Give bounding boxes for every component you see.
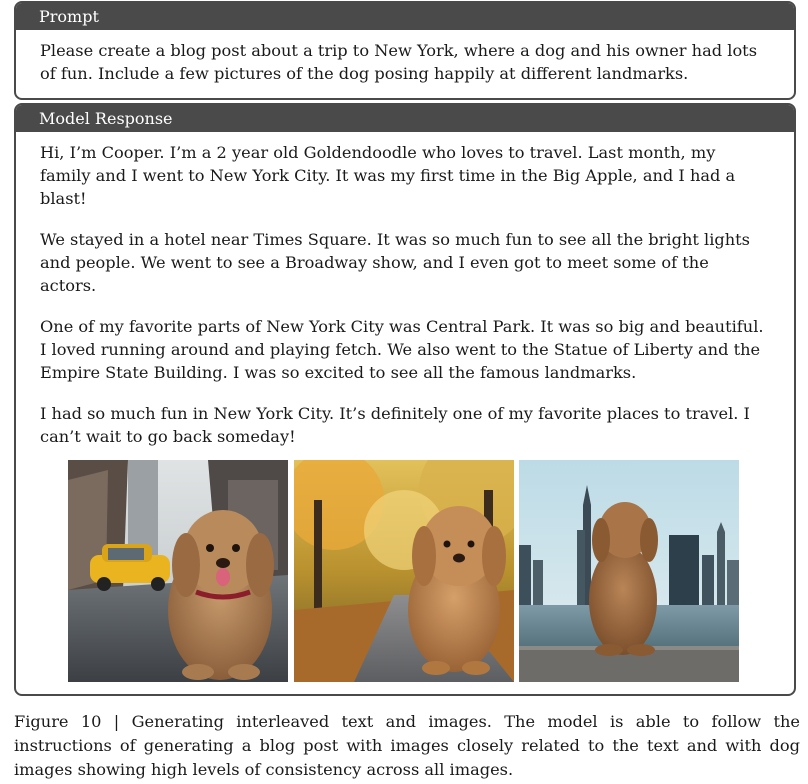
generated-images <box>68 460 740 682</box>
figure-caption: Figure 10 | Generating interleaved text and images. The model is able to follow the instructions of generating a blog post with images closely related to the text and with dog images showing high levels of consistency across all images. <box>14 712 800 779</box>
dog-on-city-street-photo <box>68 460 288 682</box>
response-paragraph-3: One of my favorite parts of New York City was Central Park. It was so big and beautiful. I loved running around and playing fetch. We also went to the Statue of Liberty and the Empire State Building. I was so excited to see all the famous landmarks. <box>40 317 764 382</box>
response-header: Model Response <box>16 105 794 132</box>
dog-in-autumn-park-photo <box>294 460 514 682</box>
prompt-panel <box>14 1 796 100</box>
response-paragraph-1: Hi, I’m Cooper. I’m a 2 year old Goldendoodle who loves to travel. Last month, my family and I went to New York City. It was my first time in the Big Apple, and I had a blast! <box>40 143 736 208</box>
model-response-panel <box>14 103 796 696</box>
response-paragraph-2: We stayed in a hotel near Times Square. It was so much fun to see all the bright lights and people. We went to see a Broadway show, and I even got to meet some of the actors. <box>40 230 750 295</box>
prompt-text: Please create a blog post about a trip to New York, where a dog and his owner had lots of fun. Include a few pictures of the dog posing happily at different landmarks. <box>40 41 757 83</box>
dog-facing-skyline-photo <box>519 460 739 682</box>
response-paragraph-4: I had so much fun in New York City. It’s definitely one of my favorite places to travel. I can’t wait to go back someday! <box>40 404 750 446</box>
prompt-header: Prompt <box>16 3 794 30</box>
